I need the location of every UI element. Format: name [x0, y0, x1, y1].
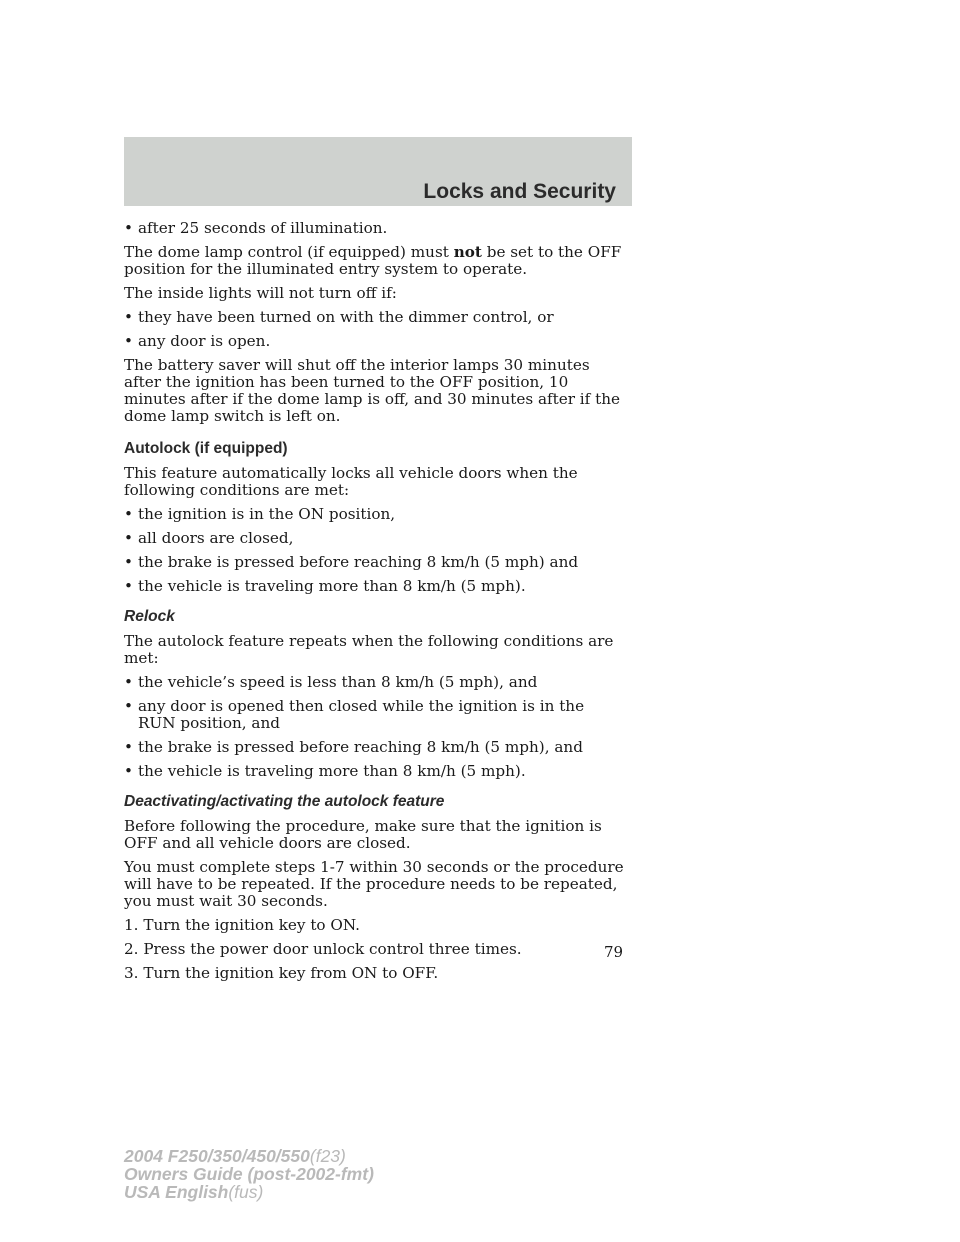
- list-item: • the vehicle is traveling more than 8 km/h (5 mph).: [124, 762, 526, 780]
- bullet-icon: •: [124, 697, 133, 715]
- paragraph: Before following the procedure, make sure that the ignition is OFF and all vehicle doors are closed.: [124, 817, 602, 852]
- bullet-icon: •: [124, 529, 133, 547]
- bullet-icon: •: [124, 553, 133, 571]
- footer-line-guide: Owners Guide (post-2002-fmt): [124, 1164, 374, 1184]
- list-item: • any door is opened then closed while the ignition is in the RUN position, and: [124, 697, 585, 732]
- footer-line-model: 2004 F250/350/450/550(f23): [124, 1146, 346, 1166]
- list-item: • the brake is pressed before reaching 8 km/h (5 mph) and: [124, 553, 579, 571]
- list-item: • they have been turned on with the dimmer control, or: [124, 308, 554, 326]
- bullet-icon: •: [124, 577, 133, 595]
- list-item: • any door is open.: [124, 332, 271, 350]
- list-item: • the ignition is in the ON position,: [124, 505, 396, 523]
- footer-line-language: USA English(fus): [124, 1182, 264, 1202]
- bullet-icon: •: [124, 673, 133, 691]
- bullet-icon: •: [124, 738, 133, 756]
- bullet-icon: •: [124, 308, 133, 326]
- bullet-icon: •: [124, 505, 133, 523]
- document-footer: [124, 1147, 374, 1201]
- step-item: 3. Turn the ignition key from ON to OFF.: [124, 964, 439, 982]
- list-item: • all doors are closed,: [124, 529, 294, 547]
- dome-lamp-paragraph: The dome lamp control (if equipped) must not be set to the OFF position for the illuminated entry system to operate.: [124, 243, 622, 278]
- page-content: [124, 220, 624, 989]
- bullet-icon: •: [124, 762, 133, 780]
- autolock-heading: Autolock (if equipped): [124, 440, 288, 457]
- list-item: • the brake is pressed before reaching 8 km/h (5 mph), and: [124, 738, 583, 756]
- section-header-band: [124, 137, 632, 206]
- page-number: 79: [604, 943, 624, 961]
- paragraph: This feature automatically locks all vehicle doors when the following conditions are met:: [124, 464, 578, 499]
- paragraph: You must complete steps 1-7 within 30 seconds or the procedure will have to be repeated. If the procedure needs to be repeated, you must wait 30 seconds.: [124, 858, 624, 910]
- list-item: • the vehicle is traveling more than 8 km/h (5 mph).: [124, 577, 526, 595]
- paragraph: The autolock feature repeats when the following conditions are met:: [124, 632, 614, 667]
- bullet-icon: •: [124, 219, 133, 237]
- bullet-icon: •: [124, 332, 133, 350]
- step-item: 2. Press the power door unlock control three times.: [124, 940, 522, 958]
- list-item: • after 25 seconds of illumination.: [124, 219, 388, 237]
- paragraph: The inside lights will not turn off if:: [124, 284, 397, 302]
- step-item: 1. Turn the ignition key to ON.: [124, 916, 360, 934]
- battery-saver-paragraph: The battery saver will shut off the interior lamps 30 minutes after the ignition has been turned to the OFF position, 10 minutes after if the dome lamp is off, and 30 minutes after if the dome lamp switch is left on.: [124, 356, 620, 425]
- section-title: Locks and Security: [423, 180, 616, 203]
- deactivating-heading: Deactivating/activating the autolock feature: [124, 793, 445, 810]
- relock-heading: Relock: [124, 608, 175, 625]
- list-item: • the vehicle’s speed is less than 8 km/h (5 mph), and: [124, 673, 538, 691]
